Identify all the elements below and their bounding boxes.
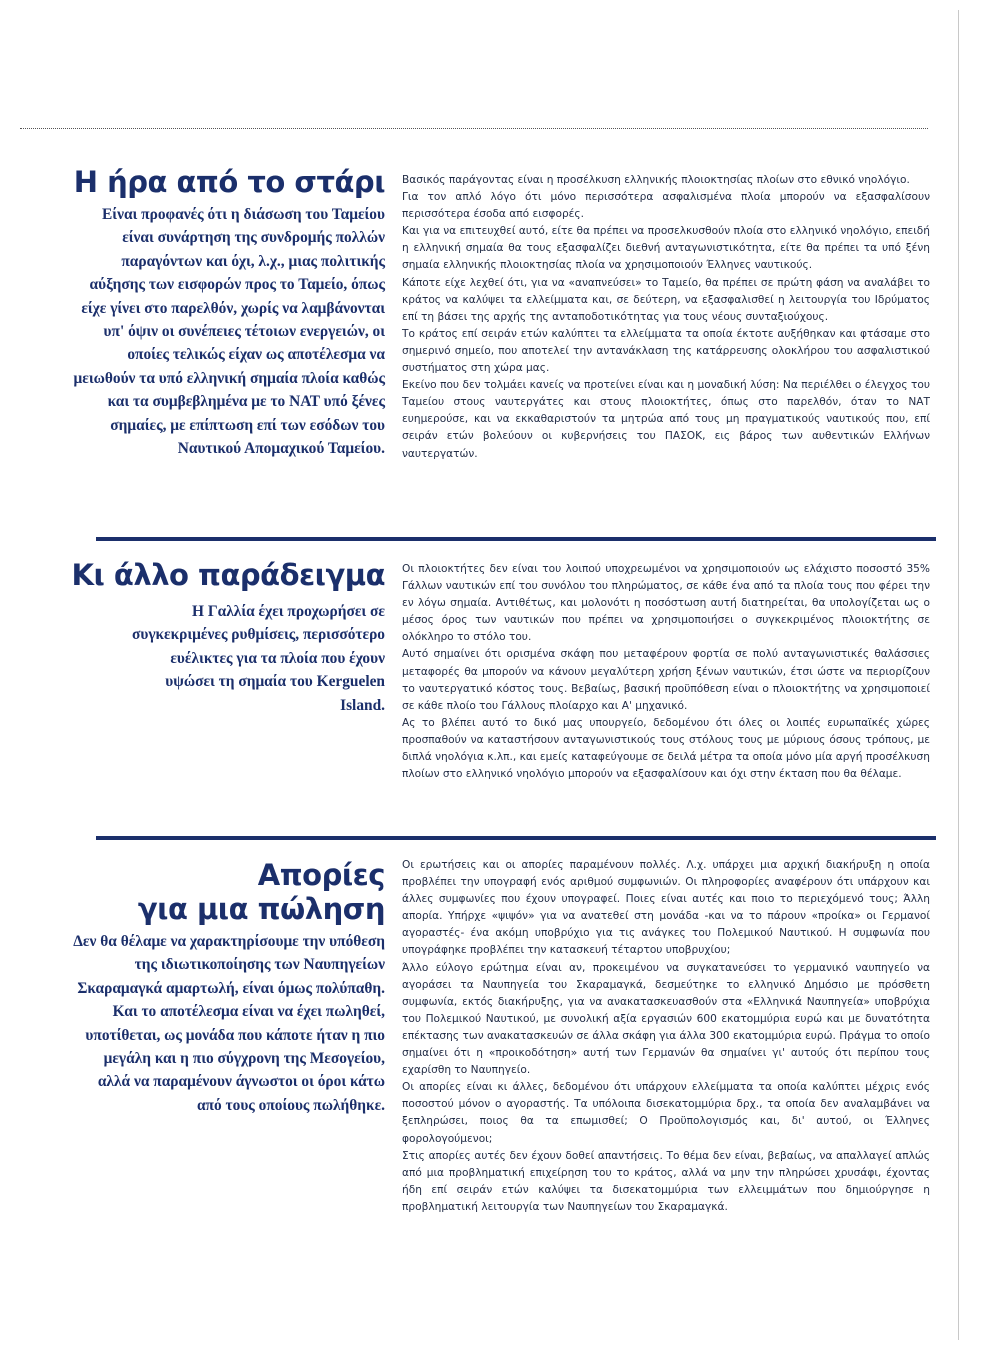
body-paragraph: Οι απορίες είναι κι άλλες, δεδομένου ότι υπάρχουν ελλείμματα τα οποία καλύπτει μέχρις ενός ποσοστού μόνον ο αγοραστής. Τα υπόλοιπα δισεκατομμύρια δρχ., τα οποία δεν αναλαμβάνει να ξεπληρώσει, ποιος θα τα επωμισθεί; Ο Προϋπολογισμός και, δι' αυτού, οι Έλληνες φορολογούμενοι;: [402, 1081, 930, 1145]
section-1-body: [402, 172, 930, 463]
page-edge-line: [958, 10, 959, 1340]
section-1-sidebar: [70, 165, 385, 460]
body-paragraph: Εκείνο που δεν τολμάει κανείς να προτείνει είναι και η μοναδική λύση: Να περιέλθει ο έλεγχος του Ταμείου στους ναυτεργάτες και στους πλοιοκτήτες, όπως στο παρελθόν, όταν το ΝΑΤ ευημερούσε, και να εκκαθαριστούν τα μητρώα από τους μη πραγματικούς ναυτικούς που, επί σειράν ετών βολεύουν οι κυβερνήσεις του ΠΑΣΟΚ, εις βάρος των αυθεντικών Ελλήνων ναυτεργατών.: [402, 379, 930, 460]
body-paragraph: Ας το βλέπει αυτό το δικό μας υπουργείο, δεδομένου ότι όλες οι λοιπές ευρωπαϊκές χώρες προσπαθούν να καταστήσουν ανταγωνιστικούς τους στόλους τους με μύριους όσους τρόπους, με διπλά νηολόγια κ.λπ., και εμείς καταφεύγουμε σε δειλά μέτρα τα οποία μόνο μία αργή προσέλκυση πλοίων στο ελληνικό νηολόγιο μπορούν να εξασφαλίσουν και όχι στην έκταση που θα θέλαμε.: [402, 716, 930, 781]
body-paragraph: Για τον απλό λόγο ότι μόνο περισσότερα ασφαλισμένα πλοία μπορούν να εξασφαλίσουν περισσότερα έσοδα από εισφορές.: [402, 191, 930, 221]
section-divider-2: [96, 836, 936, 840]
section-3-headline-line-1: Απορίες: [257, 858, 385, 892]
body-paragraph: Στις απορίες αυτές δεν έχουν δοθεί απαντήσεις. Το θέμα δεν είναι, βεβαίως, να απαλλαγεί απλώς από μια προβληματική επιχείρηση του το κράτος, αλλά να μην την πληρώσει χρυσάφι, έχοντας ήδη επί σειράν ετών καλύψει τα δισεκατομμύρια των ελλειμμάτων που δημιούργησε η προβληματική λειτουργία των Ναυπηγείων του Σκαραμαγκά.: [402, 1149, 930, 1213]
body-paragraph: Οι ερωτήσεις και οι απορίες παραμένουν πολλές. Λ.χ. υπάρχει μια αρχική διακήρυξη η οποία προβλέπει την υπογραφή ενός αριθμού συμφωνιών. Οι πληροφορίες αναφέρουν ότι υπάρχουν και άλλες συμφωνίες που έχουν υπογραφεί. Ποιες είναι αυτές και ποιο το περιεχόμενό τους; Άλλη απορία. Υπήρχε «ψιψόν» για να ανατεθεί στη μονάδα -και να το πάρουν «προίκα» οι Γερμανοί αγοραστές- ένα ακόμη υποβρύχιο για τις ανάγκες του Πολεμικού Ναυτικού. Η συμφωνία που υπογράφηκε προβλέπει την κατασκευή τέταρτου υποβρυχίου;: [402, 859, 930, 957]
section-2-lead: Η Γαλλία έχει προχωρήσει σε συγκεκριμένες ρυθμίσεις, περισσότερο ευέλικτες για τα πλοία που έχουν υψώσει τη σημαία του Kerguelen Island.: [131, 603, 385, 714]
section-2-sidebar: [70, 558, 385, 717]
body-paragraph: Κάποτε είχε λεχθεί ότι, για να «αναπνεύσει» το Ταμείο, θα πρέπει σε πρώτη φάση να αναλάβει το κράτος να καλύψει τα ελλείμματα και, σε δεύτερη, να εξασφαλισθεί η λειτουργία του Ιδρύματος επί τη βάσει της αρχής της ανταποδοτικότητας για τους νέους συνταξιούχους.: [402, 276, 930, 323]
body-paragraph: Βασικός παράγοντας είναι η προσέλκυση ελληνικής πλοιοκτησίας πλοίων στο εθνικό νηολόγιο.: [402, 174, 910, 186]
top-dotted-rule: [20, 128, 928, 129]
section-1-lead: Είναι προφανές ότι η διάσωση του Ταμείου είναι συνάρτηση της συνδρομής πολλών παραγόντων και όχι, λ.χ., μιας πολιτικής αύξησης των εισφορών προς το Ταμείο, όπως είχε γίνει στο παρελθόν, χωρίς να λαμβάνονται υπ' όψιν οι συνέπειες τέτοιων ενεργειών, οι οποίες τελικώς είχαν ως αποτέλεσμα να μειωθούν τα υπό ελληνική σημαία πλοία καθώς και τα συμβεβλημένα με το ΝΑΤ υπό ξένες σημαίες, με επίπτωση επί των εσόδων του Ναυτικού Απομαχικού Ταμείου.: [73, 206, 385, 458]
section-2-body: [402, 561, 930, 783]
section-3-body: [402, 857, 930, 1216]
section-1-headline: Η ήρα από το στάρι: [73, 165, 385, 199]
body-paragraph: Και για να επιτευχθεί αυτό, είτε θα πρέπει να προσελκυσθούν πλοία στο ελληνικό νηολόγιο, επειδή η ελληνική σημαία θα τους εξασφαλίζει διεθνή ανταγωνιστικότητα, είτε θα πρέπει τα υπό ξένη σημαία ελληνικής πλοιοκτησίας πλοία να χρησιμοποιούν Έλληνες ναυτικούς.: [402, 225, 930, 272]
section-divider-1: [96, 537, 936, 541]
body-paragraph: Αυτό σημαίνει ότι ορισμένα σκάφη που μεταφέρουν φορτία σε πολύ ανταγωνιστικές θαλάσσιες μεταφορές θα μπορούν να κάνουν μεγαλύτερη χρήση ξένων ναυτικών, έτσι ώστε να περιορίζουν το ναυτεργατικό κόστος τους. Βεβαίως, βασική προϋπόθεση είναι ο πλοιοκτήτης να χρησιμοποιεί σε κάθε πλοίο του Γάλλους πλοίαρχο και Α' μηχανικό.: [402, 648, 930, 712]
section-3-headline-line-2: για μια πώληση: [137, 892, 385, 926]
body-paragraph: Το κράτος επί σειράν ετών καλύπτει τα ελλείμματα τα οποία έκτοτε αυξήθηκαν και φτάσαμε στο σημερινό σημείο, που αποτελεί την αντανάκλαση της κατάρρευσης ολοκλήρου του ασφαλιστικού συστήματος στη χώρα μας.: [402, 327, 930, 375]
body-paragraph: Άλλο εύλογο ερώτημα είναι αν, προκειμένου να συγκατανεύσει το γερμανικό ναυπηγείο να αγοράσει τα Ναυπηγεία του Σκαραμαγκά, δεσμεύτηκε το ελληνικό Δημόσιο με πρόσθετη συμφωνία, εκτός διακήρυξης, για να ανακατασκευασθούν στα «Ελληνικά Ναυπηγεία» υποβρύχια του Πολεμικού Ναυτικού, με συνολική αξία εργασιών 600 εκατομμύρια ευρώ και με δυνατότητα επέκτασης των ανακατασκευών σε άλλα σκάφη για άλλα 300 εκατομμύρια ευρώ. Πράγμα το οποίο σημαίνει ότι η «προικοδότηση» αυτή των Γερμανών θα σημαίνει γι' αυτούς ότι περίπου τους εχαρίσθη το Ναυπηγείο.: [402, 961, 930, 1077]
section-2-headline: Κι άλλο παράδειγμα: [71, 558, 385, 592]
section-3-sidebar: [70, 858, 385, 1117]
section-3-lead: Δεν θα θέλαμε να χαρακτηρίσουμε την υπόθεση της ιδιωτικοποίησης των Ναυπηγείων Σκαραμαγκά αμαρτωλή, είναι όμως πολύπαθη. Και το αποτέλεσμα είναι να έχει πωληθεί, υποτίθεται, ως μονάδα που κάποτε ήταν η πιο μεγάλη και η πιο σύγχρονη της Μεσογείου, αλλά να παραμένουν άγνωστοι οι όροι κάτω από τους οποίους πωλήθηκε.: [73, 933, 385, 1114]
body-paragraph: Οι πλοιοκτήτες δεν είναι του λοιπού υποχρεωμένοι να χρησιμοποιούν ως ελάχιστο ποσοστό 35% Γάλλων ναυτικών επί του συνόλου του πληρώματος, σε κάθε ένα από τα πλοία τους που φέρει την εν λόγω σημαία. Αντιθέτως, και μολονότι η ποσόστωση αυτή διατηρείται, θα υπολογίζεται ως ο μέσος όρος των ναυτικών που πρέπει να χρησιμοποιήσει ο συγκεκριμένος πλοιοκτήτης σε ολόκληρο το στόλο του.: [402, 563, 930, 644]
